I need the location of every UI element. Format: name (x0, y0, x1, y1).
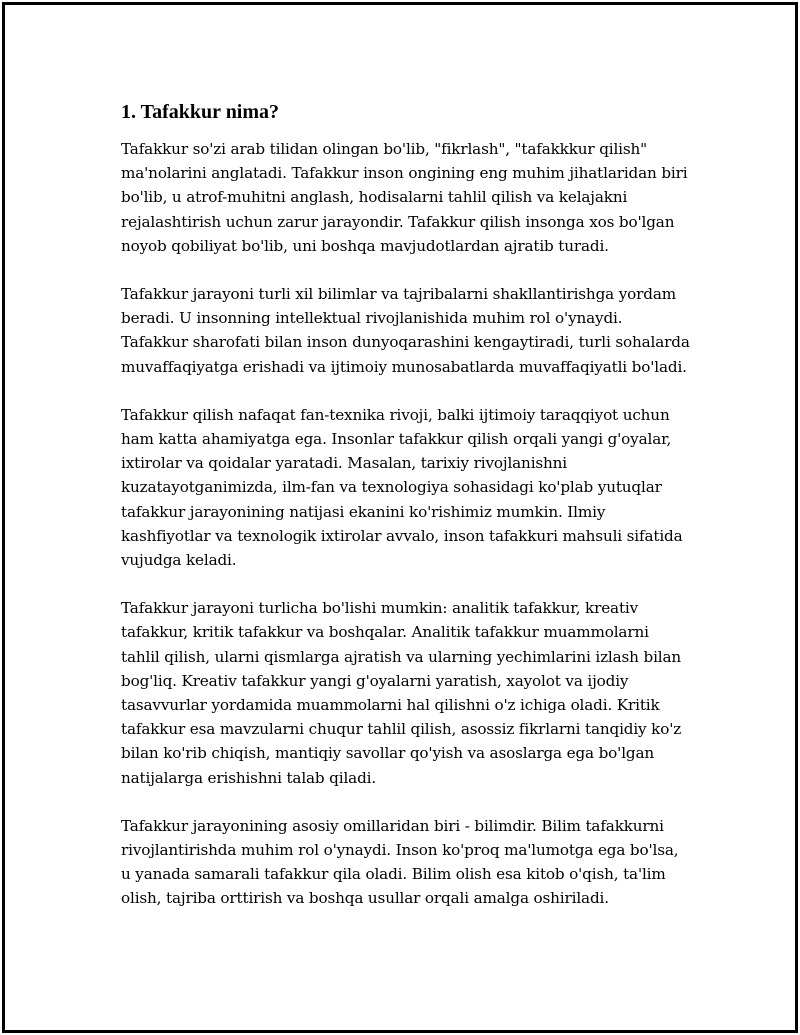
paragraph-5: Tafakkur jarayonining asosiy omillaridan biri - bilimdir. Bilim tafakkurni rivojlantirishda muhim rol o'ynaydi. Inson ko'proq ma'lumotga ega bo'lsa, u yanada samarali tafakkur qila oladi. Bilim olish esa kitob o'qish, ta'lim olish, tajriba orttirish va boshqa usullar orqali amalga oshiriladi. (121, 816, 679, 908)
page-frame (2, 2, 798, 1033)
paragraph-2: Tafakkur jarayoni turli xil bilimlar va tajribalarni shakllantirishga yordam beradi. U insonning intellektual rivojlanishida muhim rol o'ynaydi. Tafakkur sharofati bilan inson dunyoqarashini kengaytiradi, turli sohalarda muvaffaqiyatga erishadi va ijtimoiy munosabatlarda muvaffaqiyatli bo'ladi. (121, 285, 690, 376)
paragraph-3: Tafakkur qilish nafaqat fan-texnika rivoji, balki ijtimoiy taraqqiyot uchun ham katta ahamiyatga ega. Insonlar tafakkur qilish orqali yangi g'oyalar, ixtirolar va qoidalar yaratadi. Masalan, tarixiy rivojlanishni kuzatayotganimizda, ilm-fan va texnologiya sohasidagi ko'plab yutuqlar tafakkur jarayonining natijasi ekanini ko'rishimiz mumkin. Ilmiy kashfiyotlar va texnologik ixtirolar avvalo, inson tafakkuri mahsuli sifatida vujudga keladi. (121, 405, 683, 570)
document-body (121, 99, 691, 935)
paragraph-1: Tafakkur so'zi arab tilidan olingan bo'lib, "fikrlash", "tafakkkur qilish" ma'nolarini anglatadi. Tafakkur inson ongining eng muhim jihatlaridan biri bo'lib, u atrof-muhitni anglash, hodisalarni tahlil qilish va kelajakni rejalashtirish uchun zarur jarayondir. Tafakkur qilish insonga xos bo'lgan noyob qobiliyat bo'lib, uni boshqa mavjudotlardan ajratib turadi. (121, 140, 688, 255)
paragraph-4: Tafakkur jarayoni turlicha bo'lishi mumkin: analitik tafakkur, kreativ tafakkur, kritik tafakkur va boshqalar. Analitik tafakkur muammolarni tahlil qilish, ularni qismlarga ajratish va ularning yechimlarini izlash bilan bog'liq. Kreativ tafakkur yangi g'oyalarni yaratish, xayolot va ijodiy tasavvurlar yordamida muammolarni hal qilishni o'z ichiga oladi. Kritik tafakkur esa mavzularni chuqur tahlil qilish, asossiz fikrlarni tanqidiy ko'z bilan ko'rib chiqish, mantiqiy savollar qo'yish va asoslarga ega bo'lgan natijalarga erishishni talab qiladi. (121, 599, 682, 787)
section-heading: 1. Tafakkur nima? (121, 101, 280, 123)
